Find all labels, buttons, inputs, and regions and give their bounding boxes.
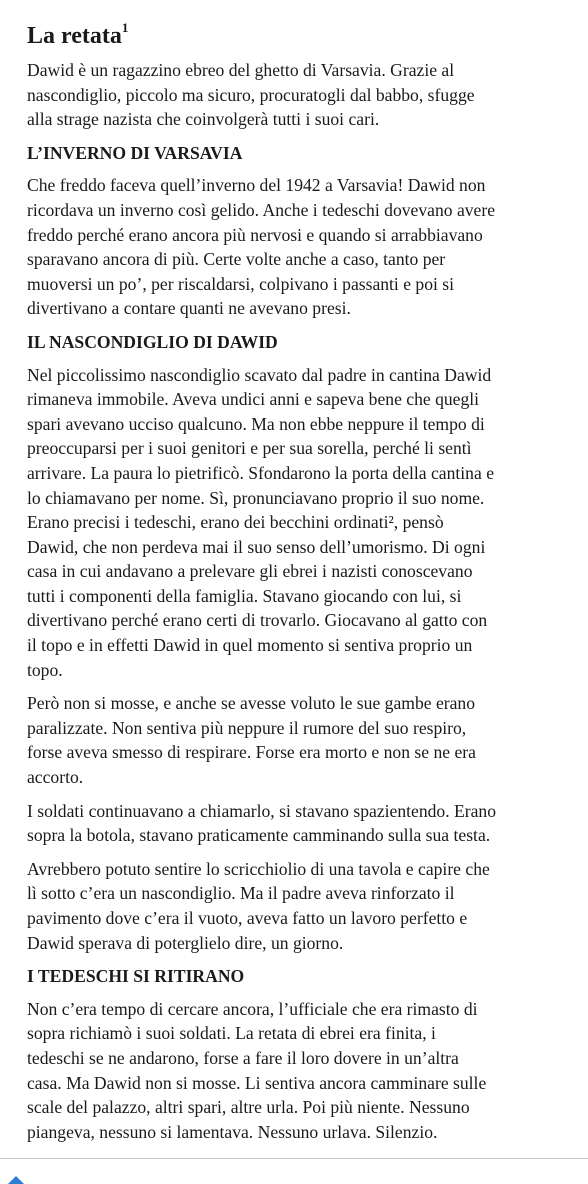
paragraph-line: lo chiamavano per nome. Sì, pronunciavano proprio il suo nome.: [27, 487, 485, 508]
paragraph-line: divertivano perché erano certi di trovarlo. Giocavano al gatto con: [27, 610, 488, 631]
section-heading-nascondiglio: IL NASCONDIGLIO DI DAWID: [27, 331, 278, 352]
section-paragraph: [27, 173, 585, 321]
section-heading-ritirano: I TEDESCHI SI RITIRANO: [27, 966, 245, 987]
paragraph-line: Nel piccolissimo nascondiglio scavato dal padre in cantina Dawid: [27, 364, 492, 385]
section-paragraph: [27, 857, 585, 955]
paragraph-line: piangeva, nessuno si lamentava. Nessuno urlava. Silenzio.: [27, 1121, 438, 1142]
paragraph-line: Erano precisi i tedeschi, erano dei becchini ordinati², pensò: [27, 512, 444, 533]
paragraph-line: sopra la botola, stavano praticamente camminando sulla sua testa.: [27, 825, 491, 846]
paragraph-line: tedeschi se ne andarono, forse a fare il loro dovere in un’altra: [27, 1047, 459, 1068]
paragraph-line: I soldati continuavano a chiamarlo, si stavano spazientendo. Erano: [27, 800, 497, 821]
paragraph-line: preoccuparsi per i suoi genitori e per sua sorella, perché li sentì: [27, 438, 472, 459]
section-paragraph: [27, 691, 585, 789]
paragraph-line: Avrebbero potuto sentire lo scricchiolio di una tavola e capire che: [27, 858, 490, 879]
paragraph-line: accorto.: [27, 767, 84, 788]
paragraph-line: Non c’era tempo di cercare ancora, l’ufficiale che era rimasto di: [27, 998, 478, 1019]
paragraph-line: freddo perché erano ancora più nervosi e quando si arrabbiavano: [27, 224, 483, 245]
paragraph-line: sparavano ancora di più. Certe volte anche a caso, tanto per: [27, 249, 446, 270]
paragraph-line: Dawid, che non perdeva mai il suo senso dell’umorismo. Di ogni: [27, 536, 486, 557]
intro-line: alla strage nazista che coinvolgerà tutti i suoi cari.: [27, 109, 380, 130]
partial-blue-shape-icon: [6, 1170, 26, 1184]
paragraph-line: casa in cui andavano a prelevare gli ebrei i nazisti conoscevano: [27, 561, 473, 582]
paragraph-line: topo.: [27, 659, 63, 680]
title-text: La retata: [27, 23, 122, 49]
paragraph-line: lì sotto c’era un nascondiglio. Ma il padre aveva rinforzato il: [27, 883, 455, 904]
paragraph-line: forse aveva smesso di respirare. Forse era morto e non se ne era: [27, 742, 476, 763]
section-paragraph: [27, 799, 585, 848]
paragraph-line: Dawid sperava di poterglielo dire, un giorno.: [27, 932, 344, 953]
paragraph-line: ricordava un inverno così gelido. Anche i tedeschi dovevano avere: [27, 199, 496, 220]
paragraph-line: muoversi un po’, per riscaldarsi, colpivano i passanti e poi si: [27, 273, 455, 294]
paragraph-line: spari avevano ucciso qualcuno. Ma non ebbe neppure il tempo di: [27, 413, 485, 434]
document-title: [27, 14, 585, 52]
title-footnote-ref: 1: [121, 20, 129, 35]
paragraph-line: rimaneva immobile. Aveva undici anni e sapeva bene che quegli: [27, 389, 480, 410]
intro-paragraph: [27, 58, 585, 132]
paragraph-line: sopra richiamò i suoi soldati. La retata di ebrei era finita, i: [27, 1023, 436, 1044]
page-bottom-divider: [0, 1158, 588, 1159]
section-paragraph: [27, 363, 585, 683]
document-page: [27, 14, 585, 1153]
intro-line: nascondiglio, piccolo ma sicuro, procuratogli dal babbo, sfugge: [27, 84, 475, 105]
paragraph-line: paralizzate. Non sentiva più neppure il rumore del suo respiro,: [27, 717, 467, 738]
paragraph-line: arrivare. La paura lo pietrificò. Sfondarono la porta della cantina e: [27, 462, 494, 483]
section-heading-inverno: L’INVERNO DI VARSAVIA: [27, 142, 243, 163]
intro-line: Dawid è un ragazzino ebreo del ghetto di Varsavia. Grazie al: [27, 60, 455, 80]
paragraph-line: Però non si mosse, e anche se avesse voluto le sue gambe erano: [27, 693, 476, 714]
paragraph-line: pavimento dove c’era il vuoto, aveva fatto un lavoro perfetto e: [27, 908, 468, 928]
paragraph-line: tutti i componenti della famiglia. Stavano giocando con lui, si: [27, 585, 462, 606]
paragraph-line: divertivano a contare quanti ne avevano presi.: [27, 298, 351, 319]
paragraph-line: il topo e in effetti Dawid in quel momento si sentiva proprio un: [27, 635, 473, 656]
section-paragraph: [27, 997, 585, 1145]
paragraph-line: Che freddo faceva quell’inverno del 1942 a Varsavia! Dawid non: [27, 175, 486, 196]
paragraph-line: scale del palazzo, altri spari, altre urla. Poi più niente. Nessuno: [27, 1097, 470, 1118]
paragraph-line: casa. Ma Dawid non si mosse. Li sentiva ancora camminare sulle: [27, 1072, 487, 1093]
